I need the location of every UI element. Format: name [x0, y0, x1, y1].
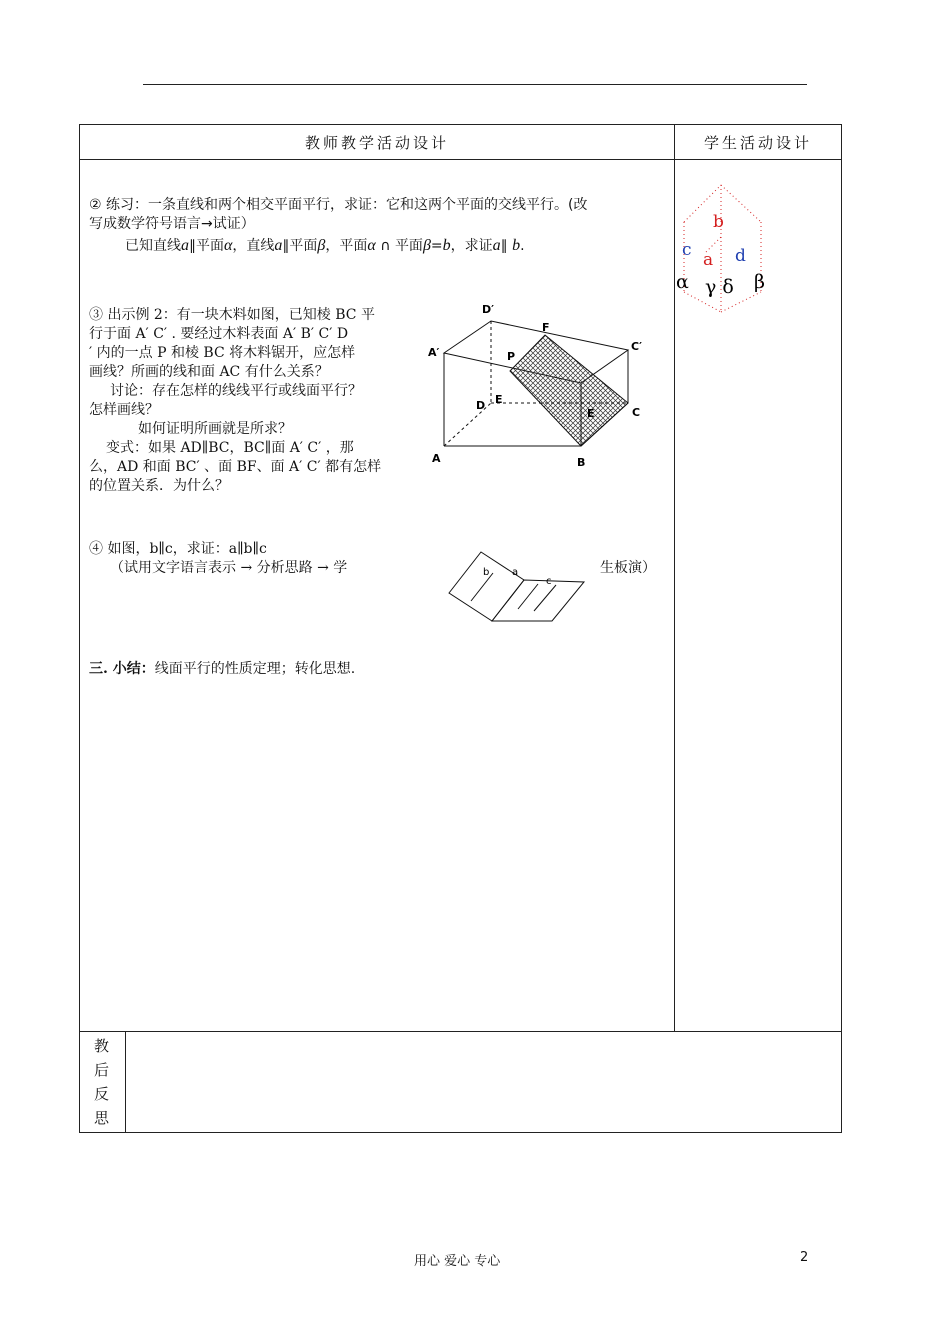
example2-line-3: ′ 内的一点 P 和棱 BC 将木料锯开，应怎样	[89, 345, 356, 361]
label-P: P	[507, 350, 516, 363]
fig4-label-a: a	[512, 567, 519, 578]
table-header-row	[80, 125, 842, 160]
fig-label-b: b	[713, 212, 724, 232]
example2-line-10: 的位置关系．为什么？	[89, 478, 229, 494]
teacher-activity-cell	[80, 160, 675, 1032]
practice-line-2: 写成数学符号语言→试证）	[89, 216, 255, 232]
reflection-char-3: 反	[94, 1085, 110, 1103]
fig4-label-c: c	[546, 576, 552, 587]
reflection-char-4: 思	[94, 1109, 110, 1127]
example4-line-2b: 生板演）	[600, 560, 656, 576]
example4-line-1: ④ 如图，b∥c，求证：a∥b∥c	[89, 541, 267, 557]
example2-line-2: 行于面 A′ C′ . 要经过木料表面 A′ B′ C′ D	[89, 326, 349, 342]
fig4-label-b: b	[483, 567, 490, 578]
reflection-char-2: 后	[94, 1061, 110, 1079]
fig-label-alpha: α	[676, 271, 689, 293]
lesson-plan-table	[79, 124, 842, 1133]
fig-label-d: d	[735, 246, 746, 266]
example2-line-6: 怎样画线？	[89, 402, 159, 418]
practice-given: 已知直线a∥平面α，直线a∥平面β，平面α ∩ 平面β=b，求证a∥ b.	[125, 237, 525, 254]
reflection-content-cell[interactable]	[126, 1032, 842, 1133]
label-A: A	[432, 452, 441, 465]
practice-line-1: ② 练习：一条直线和两个相交平面平行，求证：它和这两个平面的交线平行。(改	[89, 197, 588, 213]
example2-line-1: ③ 出示例 2：有一块木料如图，已知棱 BC 平	[89, 307, 375, 323]
fig-label-beta: β	[754, 271, 765, 293]
page-number: 2	[800, 1250, 809, 1265]
intersecting-planes-figure	[676, 182, 776, 322]
label-F: F	[542, 321, 550, 334]
fig-label-gamma-delta: γ δ	[705, 276, 734, 298]
three-planes-figure	[446, 549, 586, 629]
cutting-plane	[510, 335, 628, 446]
header-rule	[143, 84, 807, 85]
footer-slogan: 用心 爱心 专心	[414, 1254, 501, 1269]
wood-block-figure	[428, 298, 648, 474]
content-row	[80, 160, 842, 1032]
label-E: E	[495, 393, 503, 406]
label-D1: D′	[482, 303, 495, 316]
fig-label-c: c	[682, 240, 692, 260]
reflection-row	[80, 1032, 842, 1133]
student-activity-cell	[675, 160, 842, 1032]
fig-label-a: a	[703, 250, 714, 270]
reflection-label-cell	[80, 1032, 126, 1133]
label-E2: E	[587, 407, 595, 420]
summary-text: 线面平行的性质定理；转化思想.	[154, 661, 356, 677]
example2-line-9: 么，AD 和面 BC′ 、面 BF、面 A′ C′ 都有怎样	[89, 459, 382, 475]
example2-line-5: 讨论：存在怎样的线线平行或线面平行？	[110, 383, 362, 399]
teacher-activity-header: 教师教学活动设计	[80, 125, 675, 160]
student-activity-header: 学生活动设计	[675, 125, 842, 160]
summary	[89, 660, 355, 679]
example4-line-2a: （试用文字语言表示 → 分析思路 → 学	[110, 560, 348, 576]
label-A1: A′	[428, 346, 440, 359]
label-C: C	[632, 406, 641, 419]
label-B: B	[577, 456, 586, 469]
summary-heading: 三. 小结：	[89, 661, 155, 677]
label-C1: C′	[631, 340, 642, 353]
example2-line-7: 如何证明所画就是所求？	[138, 421, 292, 437]
example2-line-4: 画线？所画的线和面 AC 有什么关系？	[89, 364, 329, 380]
reflection-char-1: 教	[94, 1037, 110, 1055]
label-D: D	[476, 399, 486, 412]
example2-line-8: 变式：如果 AD∥BC，BC∥面 A′ C′ ，那	[106, 440, 354, 456]
